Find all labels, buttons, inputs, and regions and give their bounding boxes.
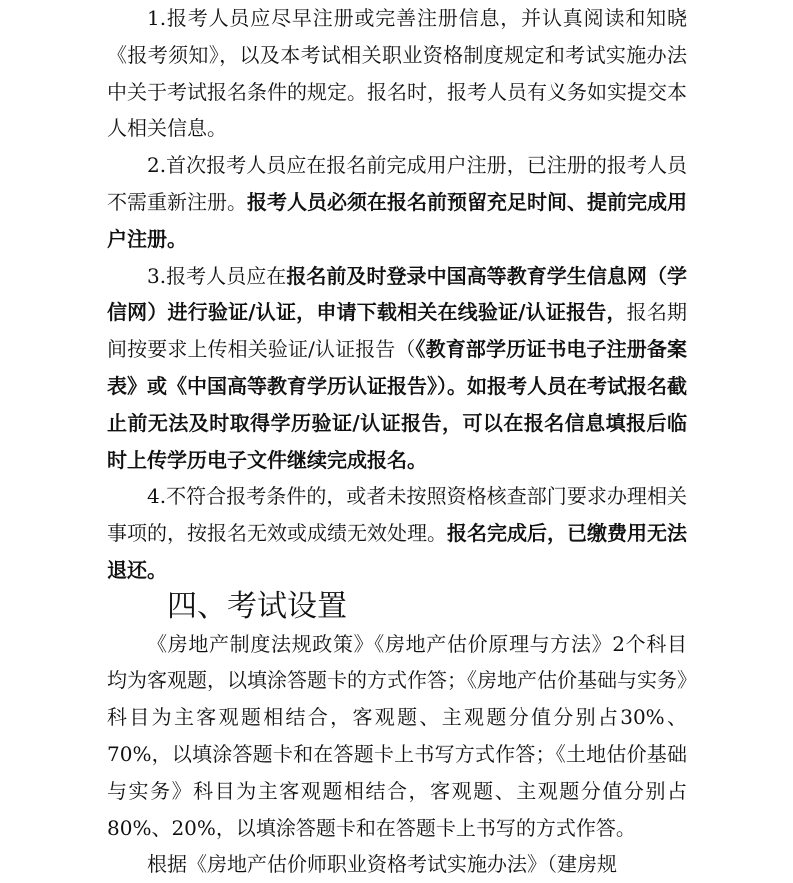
paragraph-4-text: 4.不符合报考条件的，或者未按照资格核查部门要求办理相关事项的，按报名无效或成绩无效处理。 — [107, 484, 687, 546]
paragraph-1 — [107, 0, 687, 147]
paragraph-3-emphasis-a: 报名前及时登录中国高等教育学生信息网（学信网）进行验证/认证，申请下载相关在线验证/认证报告， — [107, 263, 687, 325]
document-page — [107, 0, 688, 877]
paragraph-3 — [107, 258, 687, 479]
section-heading: 四、考试设置 — [167, 588, 347, 624]
paragraph-4-emphasis: 报名完成后，已缴费用无法退还。 — [107, 521, 687, 582]
paragraph-2 — [107, 147, 687, 257]
paragraph-3-text-a: 3.报考人员应在 — [147, 263, 287, 288]
paragraph-2-emphasis: 报考人员必须在报名前预留充足时间、提前完成用户注册。 — [107, 189, 687, 251]
paragraph-4 — [107, 478, 687, 588]
paragraph-1-text: 1.报考人员应尽早注册或完善注册信息，并认真阅读和知晓《报考须知》，以及本考试相关职业资格制度规定和考试实施办法中关于考试报名条件的规定。报名时，报考人员有义务如实提交本人相关信息。 — [107, 6, 687, 141]
paragraph-2-text: 2.首次报考人员应在报名前完成用户注册，已注册的报考人员不需重新注册。 — [107, 153, 687, 214]
paragraph-3-text-b: 报名期间按要求上传相关验证/认证报告（ — [107, 300, 688, 362]
paragraph-3-emphasis-b: 《教育部学历证书电子注册备案表》或《中国高等教育学历认证报告》）。如报考人员在考试报名截止前无法及时取得学历验证/认证报告，可以在报名信息填报后临时上传学历电子文件继续完成报名。 — [107, 337, 687, 472]
section-paragraph-2: 根据《房地产估价师职业资格考试实施办法》（建房规 — [147, 852, 617, 877]
section-paragraph-1: 《房地产制度法规政策》《房地产估价原理与方法》2个科目均为客观题，以填涂答题卡的方式作答；《房地产估价基础与实务》科目为主客观题相结合，客观题、主观题分值分别占30%、70%，以填涂答题卡和在答题卡上书写方式作答；《土地估价基础与实务》科目为主客观题相结合，客观题、主观题分值分别占80%、20%，以填涂答题卡和在答题卡上书写的方式作答。 — [107, 631, 687, 840]
